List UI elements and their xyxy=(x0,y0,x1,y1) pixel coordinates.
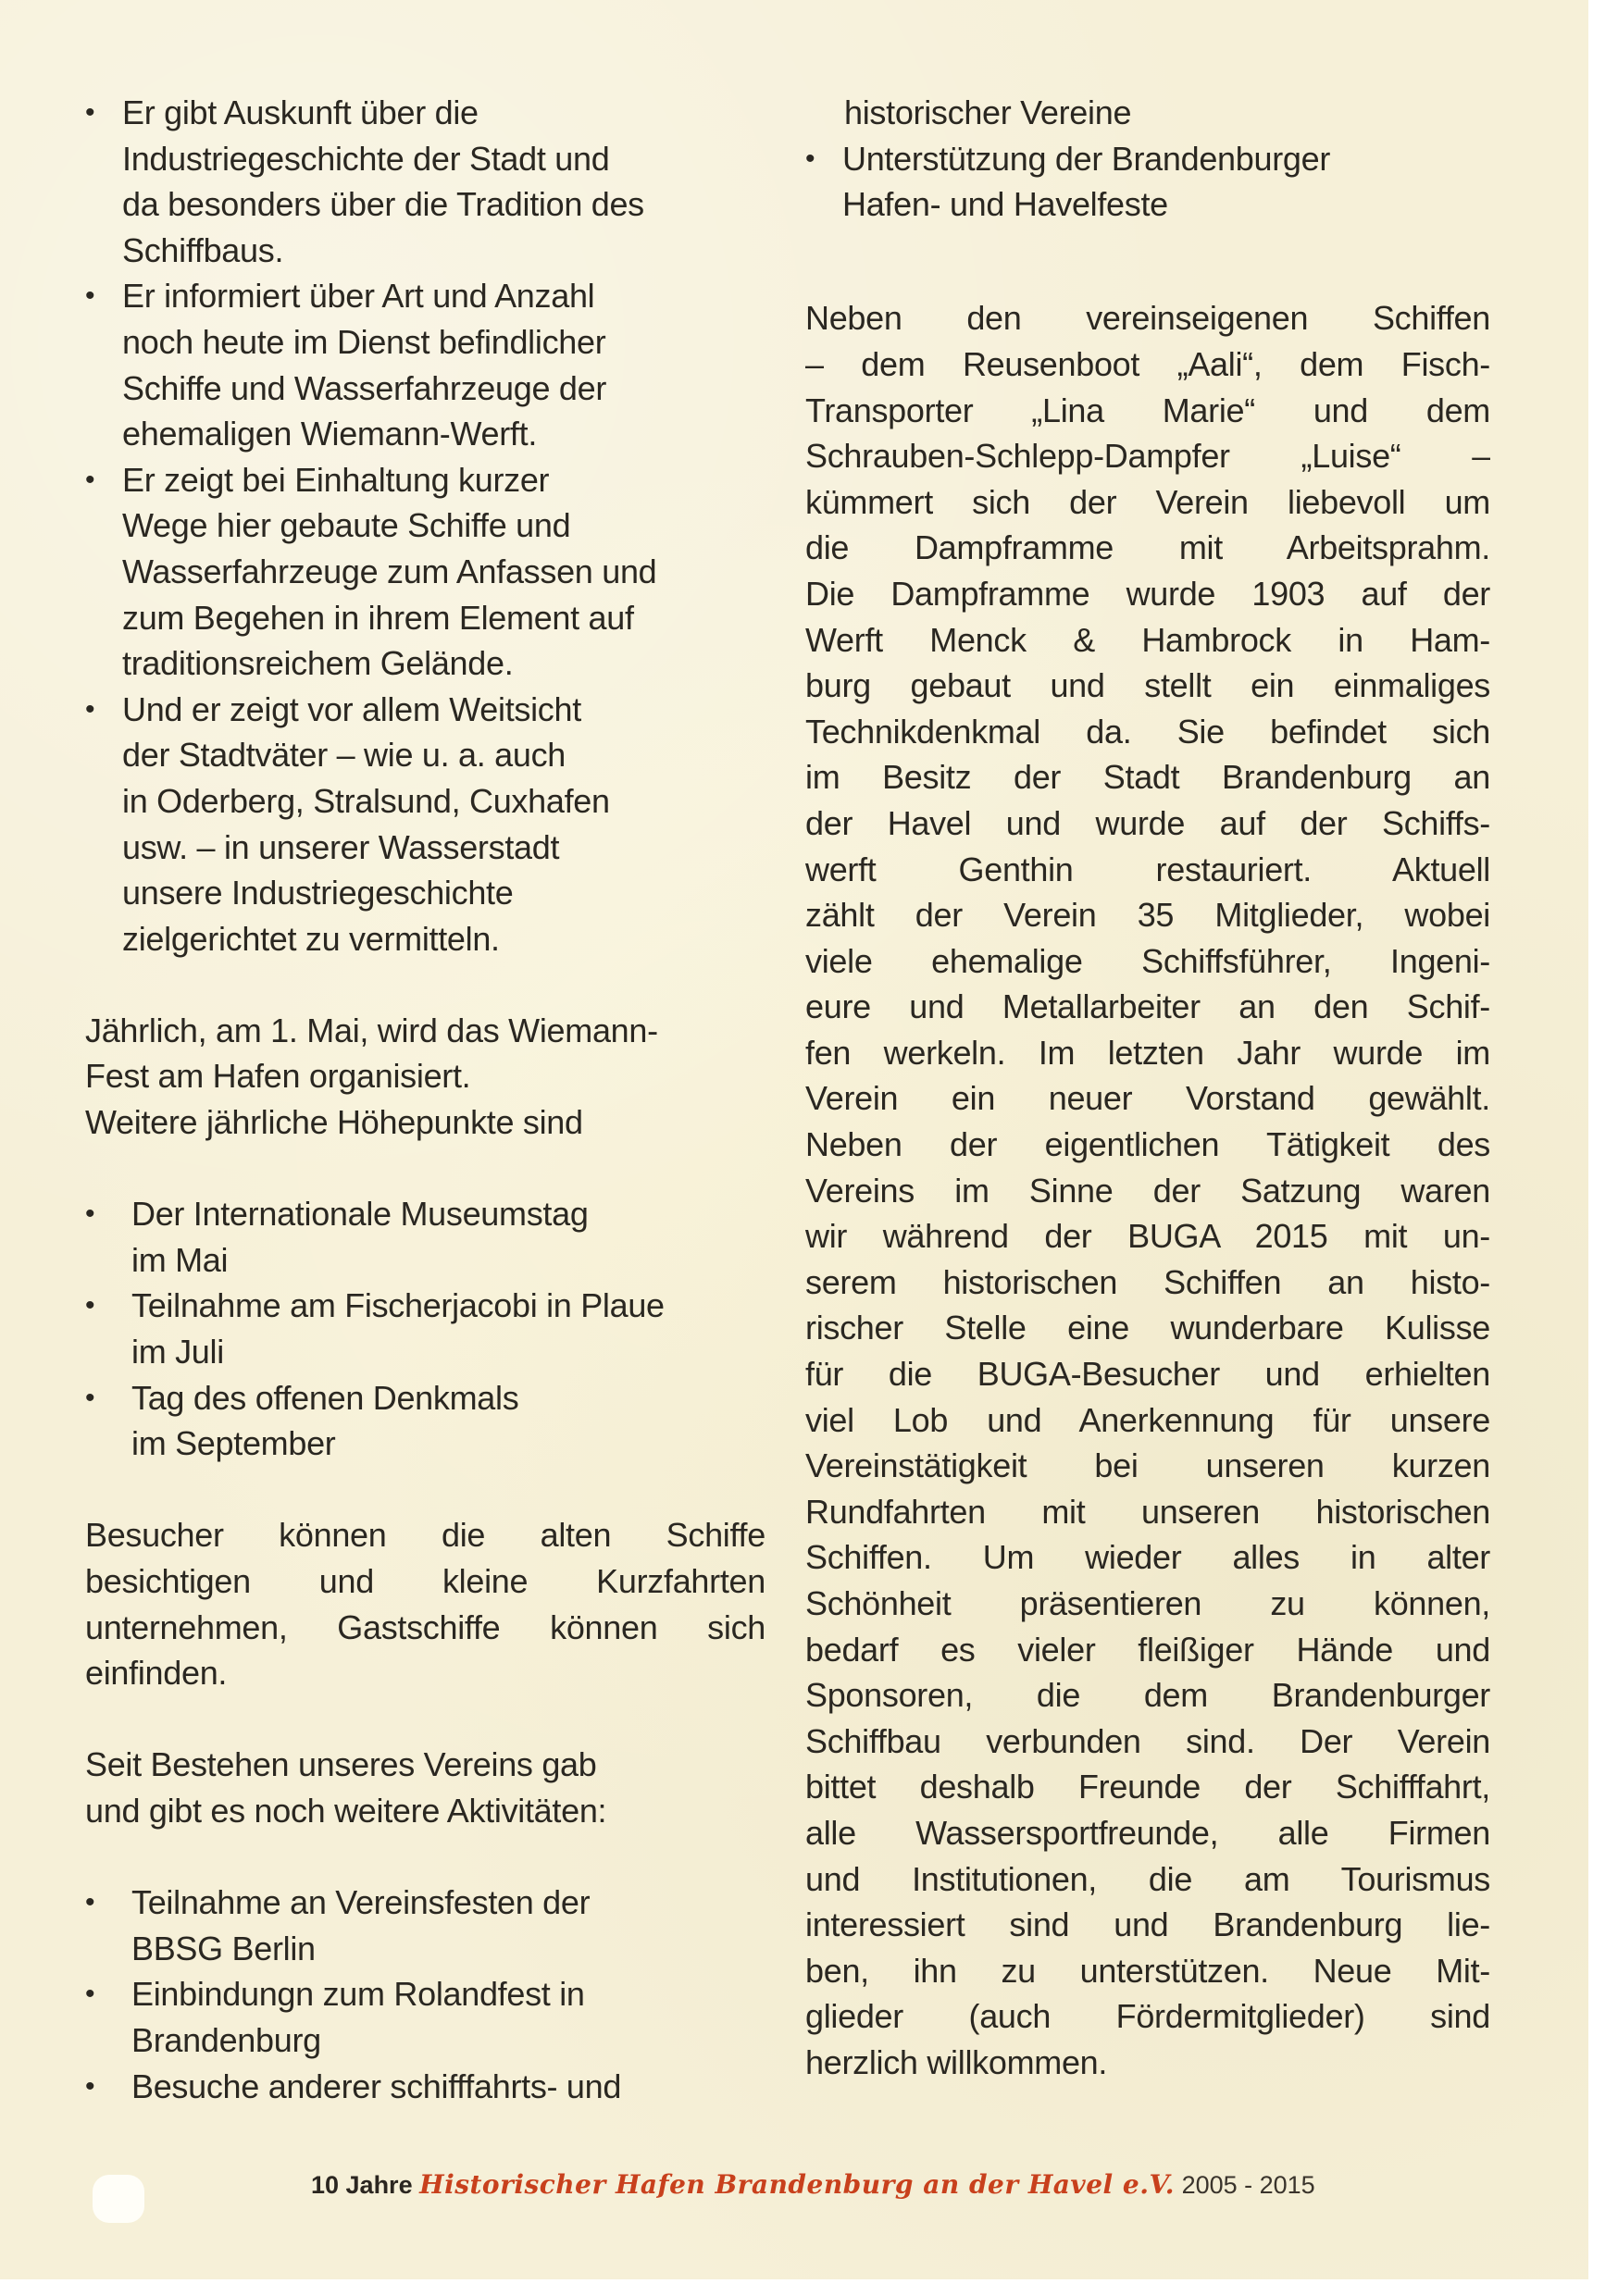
text-line: alle Wassersportfreunde, alle Firmen xyxy=(805,1813,1490,1852)
text-line: kümmert sich der Verein liebevoll um xyxy=(805,482,1490,521)
text-line: eure und Metallarbeiter an den Schif- xyxy=(805,987,1490,1026)
text-line: da besonders über die Tradition des xyxy=(122,185,644,224)
text-line: serem historischen Schiffen an histo- xyxy=(805,1262,1490,1301)
text-line: traditionsreichem Gelände. xyxy=(122,644,514,683)
paragraph-wiemann-fest xyxy=(85,1008,765,1146)
bullet-icon: • xyxy=(85,1198,95,1230)
bullet-list-activities xyxy=(85,1880,765,2109)
text-line: und Institutionen, die am Tourismus xyxy=(805,1859,1490,1898)
text-line: wir während der BUGA 2015 mit un- xyxy=(805,1217,1490,1256)
list-item xyxy=(85,90,765,273)
text-line: burg gebaut und stellt ein einmaliges xyxy=(805,666,1490,705)
text-line: der Havel und wurde auf der Schiffs- xyxy=(805,803,1490,842)
text-line: glieder (auch Fördermitglieder) sind xyxy=(805,1997,1490,2036)
text-line: Neben der eigentlichen Tätigkeit des xyxy=(805,1125,1490,1164)
paragraph-activities xyxy=(85,1742,765,1833)
text-line: Weitere jährliche Höhepunkte sind xyxy=(85,1103,583,1142)
list-item xyxy=(85,457,765,687)
list-item xyxy=(85,273,765,456)
list-item xyxy=(85,1283,765,1374)
text-line: Rundfahrten mit unseren historischen xyxy=(805,1492,1490,1531)
text-line: im September xyxy=(131,1424,336,1463)
text-line: Teilnahme am Fischerjacobi in Plaue xyxy=(131,1286,665,1325)
text-line: besichtigen und kleine Kurzfahrten xyxy=(85,1562,765,1600)
text-line: Schiffbaus. xyxy=(122,230,284,269)
text-line: Unterstützung der Brandenburger xyxy=(842,139,1331,178)
bullet-icon: • xyxy=(85,280,95,312)
footer-years: 2005 - 2015 xyxy=(1181,2171,1315,2199)
text-line: Wege hier gebaute Schiffe und xyxy=(122,506,571,545)
bullet-icon: • xyxy=(85,1290,95,1322)
text-line: Schiffbau verbunden sind. Der Verein xyxy=(805,1721,1490,1760)
list-item xyxy=(85,687,765,962)
page-number-mark xyxy=(93,2175,144,2223)
footer-prefix: 10 Jahre xyxy=(311,2171,413,2199)
text-line: Er informiert über Art und Anzahl xyxy=(122,277,595,316)
text-line: interessiert sind und Brandenburg lie- xyxy=(805,1905,1490,1944)
list-item xyxy=(85,1880,765,1971)
text-line: im Mai xyxy=(131,1240,229,1279)
text-line: unsere Industriegeschichte xyxy=(122,874,514,912)
text-line: Besuche anderer schifffahrts- und xyxy=(131,2066,622,2105)
text-line: ehemaligen Wiemann-Werft. xyxy=(122,415,538,453)
bullet-icon: • xyxy=(805,143,815,174)
text-line: herzlich willkommen. xyxy=(805,2042,1108,2081)
text-line: Tag des offenen Denkmals xyxy=(131,1378,519,1417)
text-line: ben, ihn zu unterstützen. Neue Mit- xyxy=(805,1951,1490,1990)
text-line: Er zeigt bei Einhaltung kurzer xyxy=(122,460,550,499)
text-line: Neben den vereinseigenen Schiffen xyxy=(805,299,1490,338)
text-line: Er gibt Auskunft über die xyxy=(122,93,479,131)
bullet-icon: • xyxy=(85,1979,95,2010)
text-line: Jährlich, am 1. Mai, wird das Wiemann- xyxy=(85,1011,658,1049)
text-line: zielgerichtet zu vermitteln. xyxy=(122,919,500,958)
text-line: der Stadtväter – wie u. a. auch xyxy=(122,736,566,775)
continued-bullet-line: historischer Vereine xyxy=(844,93,1132,131)
text-line: Verein ein neuer Vorstand gewählt. xyxy=(805,1079,1490,1118)
text-line: zählt der Verein 35 Mitglieder, wobei xyxy=(805,896,1490,935)
text-line: Transporter „Lina Marie“ und dem xyxy=(805,391,1490,429)
text-line: in Oderberg, Stralsund, Cuxhafen xyxy=(122,781,610,820)
text-line: Und er zeigt vor allem Weitsicht xyxy=(122,689,581,728)
bullet-icon: • xyxy=(85,1887,95,1918)
text-line: Wasserfahrzeuge zum Anfassen und xyxy=(122,552,657,590)
bullet-icon: • xyxy=(85,464,95,495)
text-line: Brandenburg xyxy=(131,2020,321,2059)
text-line: viel Lob und Anerkennung für unsere xyxy=(805,1400,1490,1439)
text-line: Teilnahme an Vereinsfesten der xyxy=(131,1883,591,1922)
text-line: Vereins im Sinne der Satzung waren xyxy=(805,1171,1490,1210)
text-line: für die BUGA-Besucher und erhielten xyxy=(805,1355,1490,1394)
text-line: zum Begehen in ihrem Element auf xyxy=(122,598,634,637)
paragraph-visitors xyxy=(85,1512,765,1695)
text-line: bedarf es vieler fleißiger Hände und xyxy=(805,1630,1490,1669)
text-line: einfinden. xyxy=(85,1654,228,1693)
text-line: fen werkeln. Im letzten Jahr wurde im xyxy=(805,1033,1490,1072)
list-item xyxy=(85,2064,765,2110)
footer-association-name: Historischer Hafen Brandenburg an der Havel e.V. xyxy=(419,2169,1176,2200)
list-item xyxy=(85,1375,765,1467)
text-line: unternehmen, Gastschiffe können sich xyxy=(85,1607,765,1646)
bullet-list-support xyxy=(805,136,1490,228)
bullet-icon: • xyxy=(85,2070,95,2102)
text-line: Industriegeschichte der Stadt und xyxy=(122,139,610,178)
text-line: bittet deshalb Freunde der Schifffahrt, xyxy=(805,1768,1490,1806)
text-line: rischer Stelle eine wunderbare Kulisse xyxy=(805,1309,1490,1347)
text-line: Schönheit präsentieren zu können, xyxy=(805,1584,1490,1622)
bullet-icon: • xyxy=(85,97,95,128)
bullet-list-info xyxy=(85,90,765,962)
left-column xyxy=(85,90,765,2109)
text-line: Sponsoren, die dem Brandenburger xyxy=(805,1676,1490,1715)
text-line: – dem Reusenboot „Aali“, dem Fisch- xyxy=(805,344,1490,383)
text-line: viele ehemalige Schiffsführer, Ingeni- xyxy=(805,941,1490,980)
list-item xyxy=(805,136,1490,228)
text-line: die Dampframme mit Arbeitsprahm. xyxy=(805,528,1490,567)
text-line: Der Internationale Museumstag xyxy=(131,1195,589,1234)
list-item xyxy=(85,1191,765,1283)
text-line: im Juli xyxy=(131,1333,224,1371)
text-line: im Besitz der Stadt Brandenburg an xyxy=(805,758,1490,797)
text-line: werft Genthin restauriert. Aktuell xyxy=(805,850,1490,888)
text-line: Fest am Hafen organisiert. xyxy=(85,1057,471,1096)
text-line: Die Dampframme wurde 1903 auf der xyxy=(805,574,1490,613)
text-line: usw. – in unserer Wasserstadt xyxy=(122,827,560,866)
text-line: Vereinstätigkeit bei unseren kurzen xyxy=(805,1446,1490,1485)
text-line: und gibt es noch weitere Aktivitäten: xyxy=(85,1791,607,1830)
text-line: Schiffe und Wasserfahrzeuge der xyxy=(122,368,607,407)
bullet-list-highlights xyxy=(85,1191,765,1467)
text-line: Werft Menck & Hambrock in Ham- xyxy=(805,620,1490,659)
page-footer xyxy=(311,2169,1315,2200)
bullet-icon: • xyxy=(85,693,95,725)
text-line: noch heute im Dienst befindlicher xyxy=(122,322,606,361)
text-line: BBSG Berlin xyxy=(131,1929,316,1967)
text-line: Seit Bestehen unseres Vereins gab xyxy=(85,1745,597,1784)
text-line: Schrauben-Schlepp-Dampfer „Luise“ – xyxy=(805,437,1490,476)
text-line: Technikdenkmal da. Sie befindet sich xyxy=(805,712,1490,751)
text-line: Besucher können die alten Schiffe xyxy=(85,1516,765,1555)
text-line: Hafen- und Havelfeste xyxy=(842,185,1168,224)
paragraph-main xyxy=(805,295,1490,2085)
text-line: Schiffen. Um wieder alles in alter xyxy=(805,1538,1490,1577)
list-item xyxy=(85,1971,765,2063)
bullet-icon: • xyxy=(85,1382,95,1413)
text-line: Einbindungn zum Rolandfest in xyxy=(131,1975,585,2014)
right-column xyxy=(805,90,1490,2086)
